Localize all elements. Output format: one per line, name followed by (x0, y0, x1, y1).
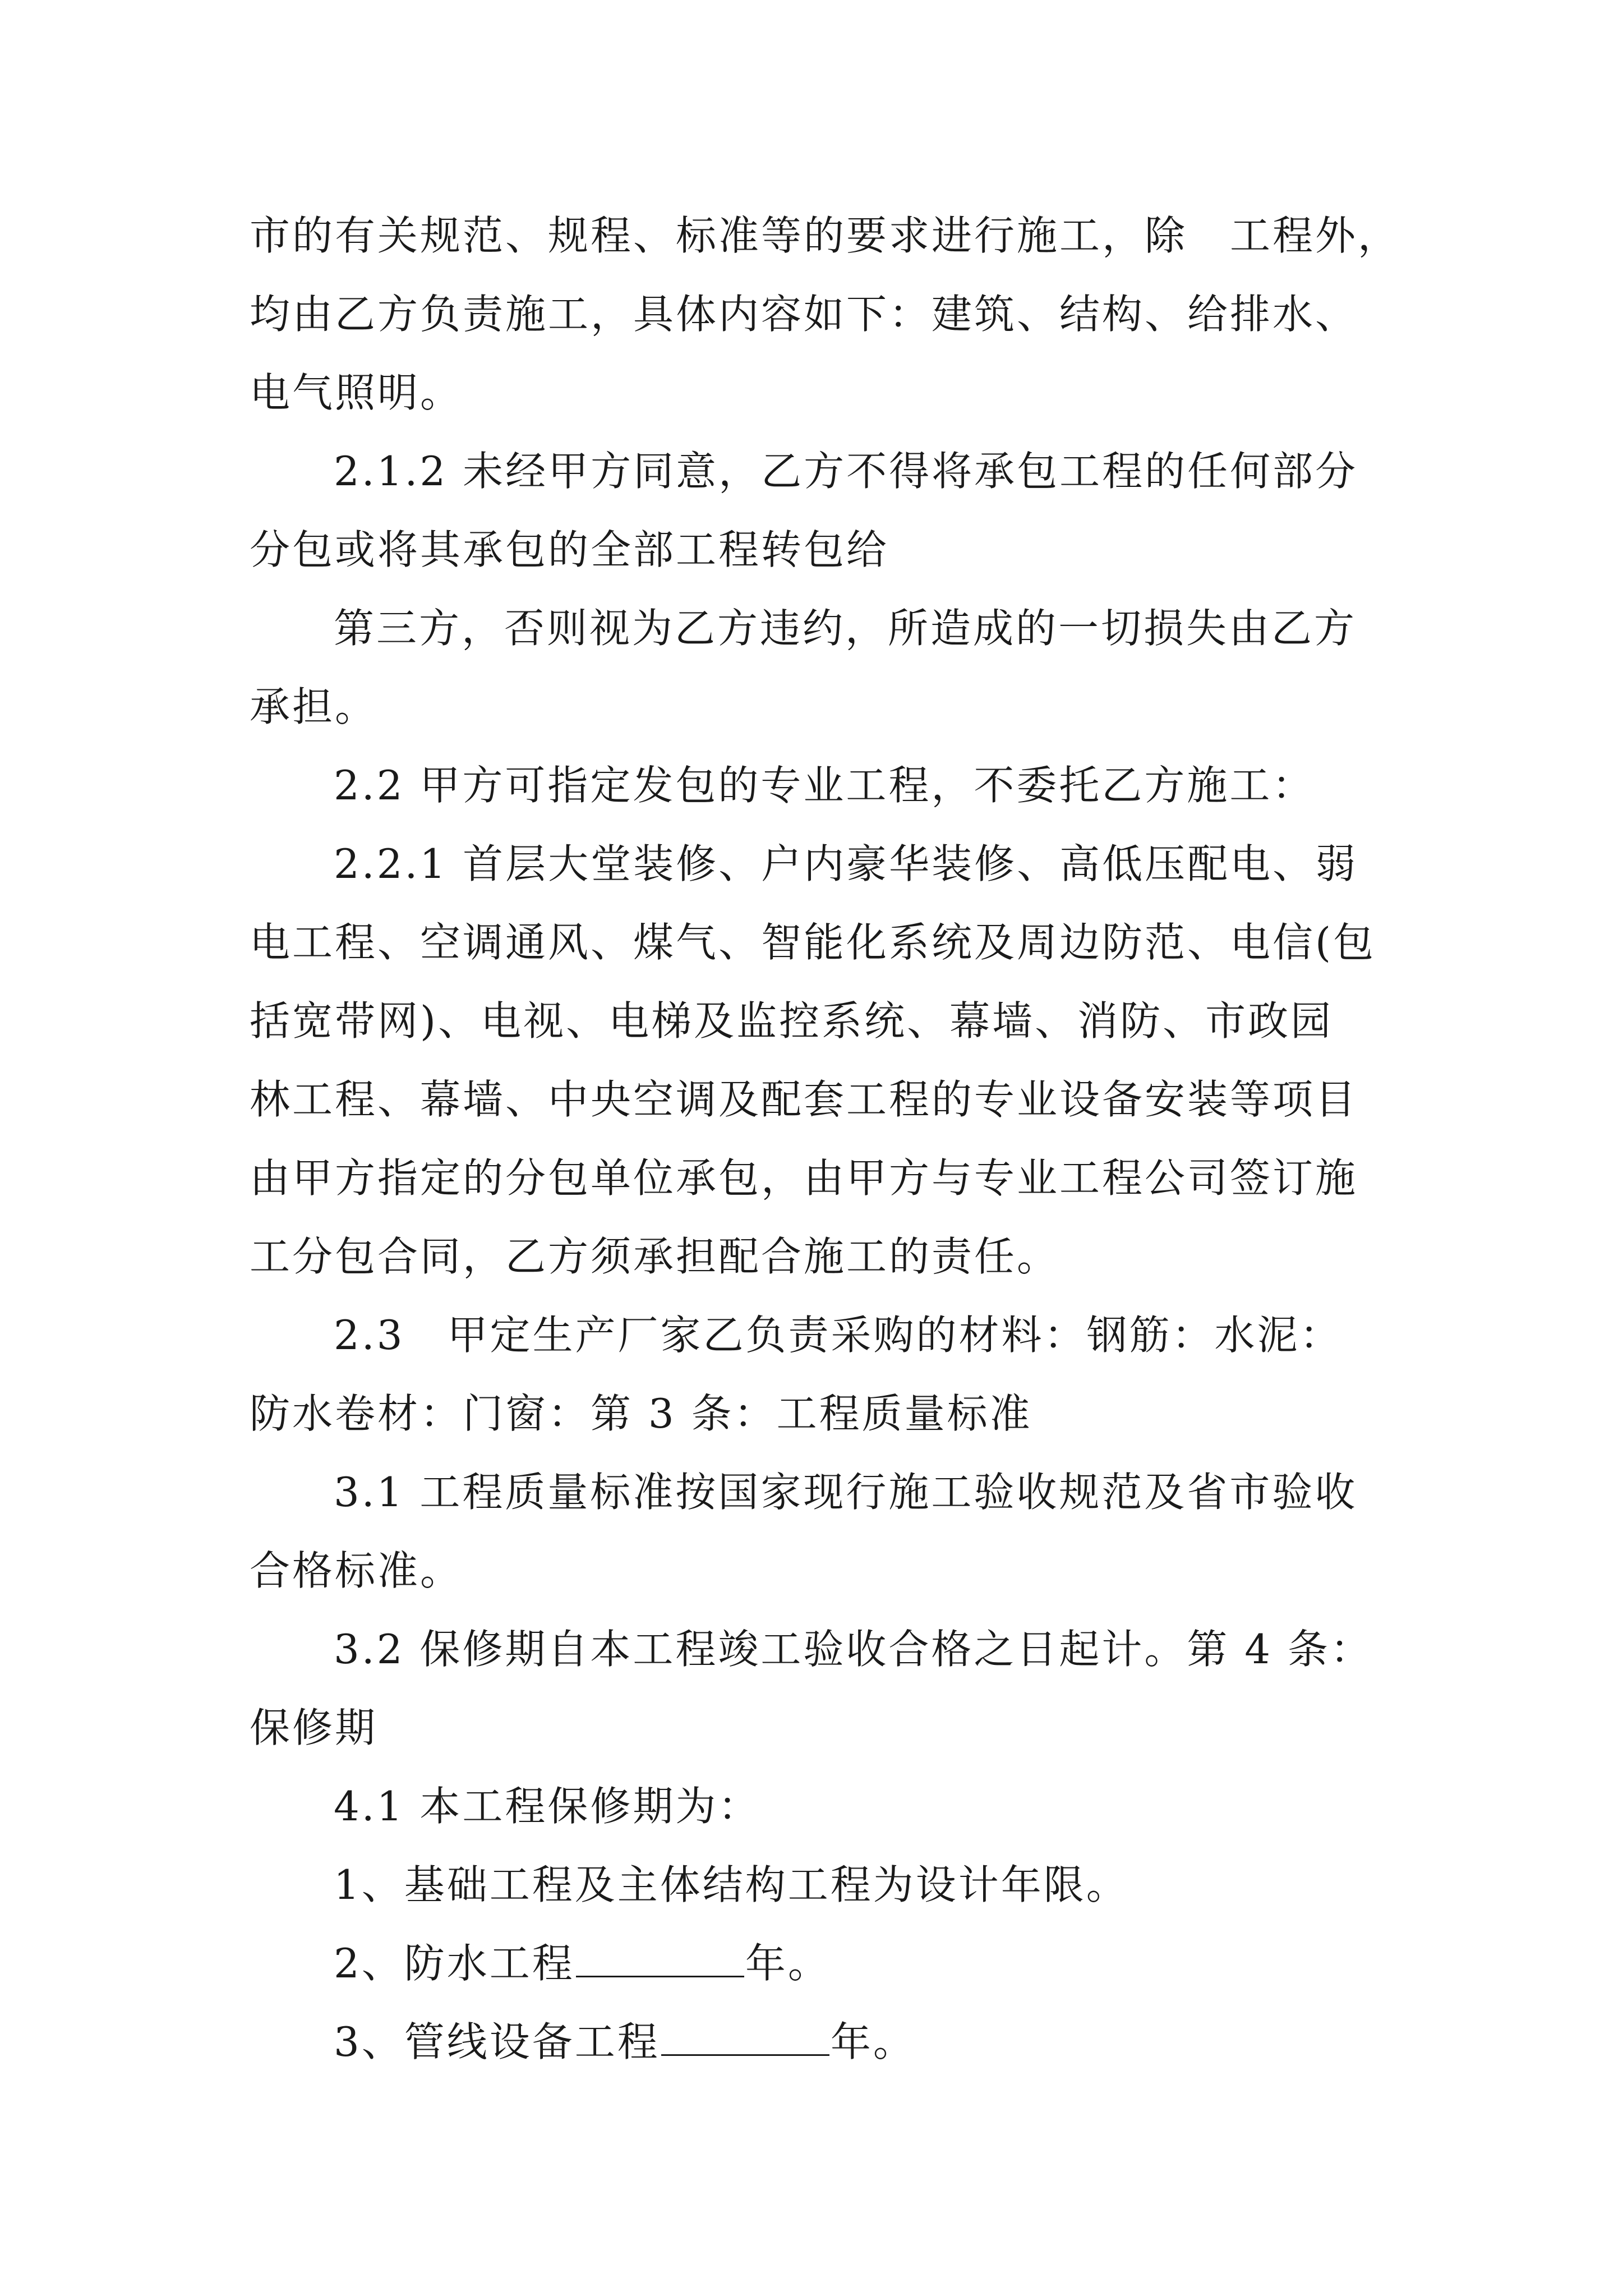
text-line: 工分包合同，乙方须承担配合施工的责任。 (250, 1233, 1060, 1280)
text-line: 防水卷材：门窗：第 3 条：工程质量标准 (250, 1390, 1032, 1437)
text-line: 分包或将其承包的全部工程转包给 (250, 526, 889, 573)
text-line: 林工程、幕墙、中央空调及配套工程的专业设备安装等项目 (250, 1076, 1358, 1123)
warranty-label: 2、防水工程 (334, 1940, 575, 1987)
pipeline-warranty-line (334, 2014, 916, 2070)
text-line: 电气照明。 (250, 369, 463, 416)
text-line: 市的有关规范、规程、标准等的要求进行施工，除 工程外， (250, 212, 1401, 259)
text-line: 括宽带网)、电视、电梯及监控系统、幕墙、消防、市政园 (250, 997, 1334, 1045)
text-line: 合格标准。 (250, 1547, 463, 1594)
text-line: 2.3 甲定生产厂家乙负责采购的材料：钢筋：水泥： (334, 1312, 1343, 1359)
text-line: 由甲方指定的分包单位承包，由甲方与专业工程公司签订施 (250, 1154, 1358, 1202)
years-blank-field[interactable] (661, 2021, 829, 2056)
text-line: 2.2 甲方可指定发包的专业工程，不委托乙方施工： (334, 762, 1315, 809)
years-blank-field[interactable] (576, 1942, 744, 1977)
text-line: 第三方，否则视为乙方违约，所造成的一切损失由乙方 (334, 605, 1357, 652)
text-line: 2.2.1 首层大堂装修、户内豪华装修、高低压配电、弱 (334, 840, 1358, 887)
warranty-unit: 年。 (830, 2018, 916, 2065)
text-line: 均由乙方负责施工，具体内容如下：建筑、结构、给排水、 (250, 291, 1358, 338)
text-line: 承担。 (250, 683, 378, 730)
text-line: 2.1.2 未经甲方同意，乙方不得将承包工程的任何部分 (334, 448, 1358, 495)
text-line: 1、基础工程及主体结构工程为设计年限。 (334, 1861, 1129, 1908)
text-line: 电工程、空调通风、煤气、智能化系统及周边防范、电信(包 (250, 919, 1376, 966)
warranty-label: 3、管线设备工程 (334, 2018, 660, 2065)
text-line: 3.1 工程质量标准按国家现行施工验收规范及省市验收 (334, 1469, 1358, 1516)
text-line: 保修期 (250, 1704, 378, 1751)
text-line: 4.1 本工程保修期为： (334, 1783, 761, 1830)
waterproof-warranty-line (334, 1935, 831, 1991)
text-line: 3.2 保修期自本工程竣工验收合格之日起计。第 4 条： (334, 1626, 1373, 1673)
warranty-unit: 年。 (745, 1940, 831, 1987)
